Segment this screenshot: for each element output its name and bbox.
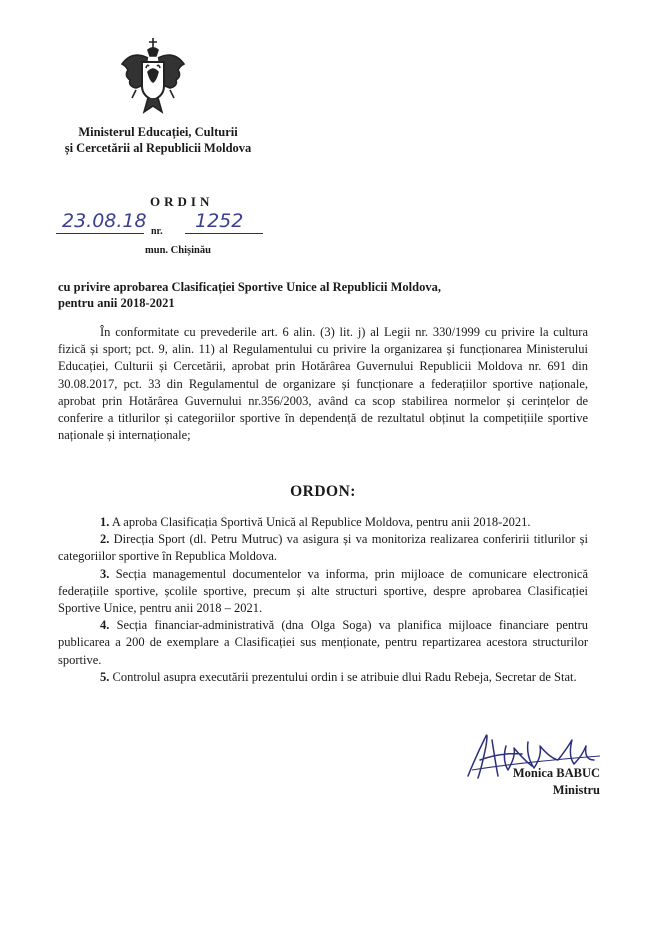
ministry-line-1: Ministerul Educației, Culturii: [78, 125, 238, 139]
ministry-header: [58, 124, 258, 156]
coat-of-arms-emblem: [118, 36, 188, 118]
ordon-heading: ORDON:: [290, 483, 356, 500]
item-number: 4.: [100, 618, 110, 633]
order-items-list: [58, 514, 588, 686]
item-number: 1.: [100, 515, 110, 529]
order-number-handwritten: 1252: [195, 210, 244, 232]
list-item: [58, 514, 588, 531]
date-underline: [56, 233, 144, 234]
item-number: 5.: [100, 669, 110, 684]
subject-line-2: pentru anii 2018-2021: [58, 296, 175, 310]
item-text: Direcția Sport (dl. Petru Mutruc) va asigura și va monitoriza realizarea conferirii titlurilor și categoriilor sportive în Republica Moldova.: [58, 532, 588, 564]
item-text: A aproba Clasificația Sportivă Unică al Republice Moldova, pentru anii 2018-2021.: [111, 515, 531, 529]
item-number: 2.: [100, 532, 110, 547]
list-item: [58, 566, 588, 618]
city-label: mun. Chișinău: [145, 245, 211, 256]
ministry-line-2: și Cercetării al Republicii Moldova: [64, 141, 252, 155]
item-text: Controlul asupra executării prezentului ordin i se atribuie dlui Radu Rebeja, Secretar de Stat.: [112, 669, 577, 684]
signer-block: [480, 765, 600, 799]
list-item: [58, 617, 588, 669]
list-item: [58, 669, 588, 686]
subject-line-1: cu privire aprobarea Clasificației Sportive Unice al Republicii Moldova,: [58, 280, 441, 294]
signer-position: Ministru: [552, 783, 600, 797]
item-text: Secția managementul documentelor va informa, prin mijloace de comunicare electronică federațiile sportive, școlile sportive, precum și alte structuri sportive, despre aprobarea Clasificației Sportive Unice, pentru anii 2018 – 2021.: [58, 566, 589, 616]
order-date-handwritten: 23.08.18: [62, 210, 147, 232]
item-number: 3.: [100, 566, 110, 581]
number-label: nr.: [151, 226, 163, 237]
item-text: Secția financiar-administrativă (dna Olga Soga) va planifica mijloace financiare pentru publicarea a 200 de exemplare a Clasificației sus menționate, pentru repartizarea acestora structurilor sportive.: [58, 618, 588, 667]
list-item: [58, 531, 588, 565]
number-underline: [185, 233, 263, 234]
signer-name: Monica BABUC: [512, 766, 600, 780]
preamble-paragraph: În conformitate cu prevederile art. 6 alin. (3) lit. j) al Legii nr. 330/1999 cu privire la cultura fizică și sport; pct. 9, alin. 11) al Regulamentului cu privire la organizarea și funcționarea Ministerului Educației, Culturii și Cercetării, aprobat prin Hotărârea Guvernului Republicii Moldova nr. 691 din 30.08.2017, pct. 33 din Regulamentul de organizare și funcționare a federațiilor sportive naționale, aprobat prin Hotărârea Guvernului nr.356/2003, având ca scop stabilirea normelor și cerințelor de conferire a titlurilor și categoriilor sportive în dependență de rezultatul obținut la competițiile sportive naționale și internaționale;: [58, 325, 588, 443]
order-subject: [58, 279, 558, 311]
order-title: ORDIN: [150, 194, 214, 209]
